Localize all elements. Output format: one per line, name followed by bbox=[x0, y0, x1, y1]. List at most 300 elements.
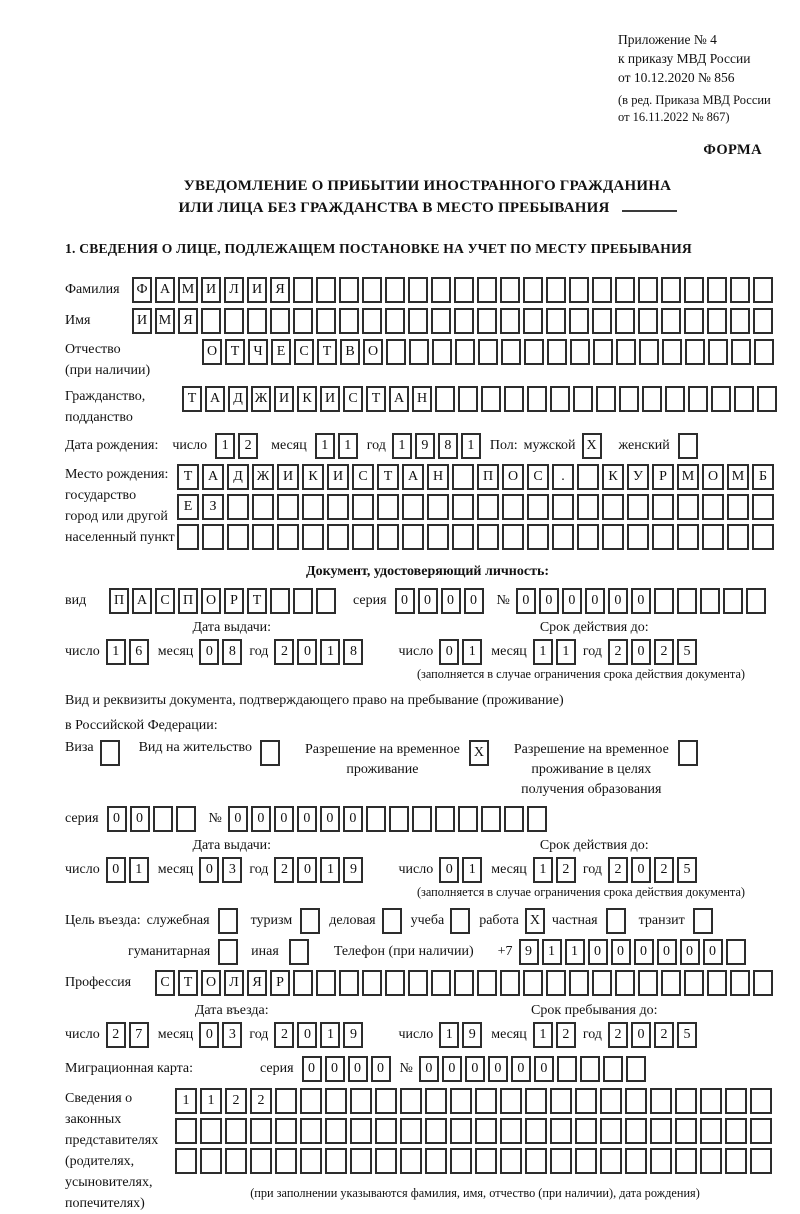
sex-label: Пол: bbox=[489, 438, 518, 453]
char-cell bbox=[661, 277, 681, 303]
char-cell bbox=[661, 308, 681, 334]
char-cell bbox=[638, 970, 658, 996]
identity-expiry-year-boxes bbox=[608, 639, 700, 665]
day-label: число bbox=[398, 862, 434, 877]
char-cell bbox=[727, 524, 749, 550]
char-cell: 9 bbox=[343, 1022, 363, 1048]
series-label: серия bbox=[65, 811, 99, 826]
year-label: год bbox=[582, 644, 602, 659]
purpose-private-label: частная bbox=[551, 913, 598, 928]
char-cell bbox=[525, 1118, 547, 1144]
char-cell bbox=[577, 464, 599, 490]
char-cell: 0 bbox=[348, 1056, 368, 1082]
sex-female-label: женский bbox=[618, 438, 670, 453]
citizenship-label-line-1: Гражданство, bbox=[65, 389, 146, 404]
char-cell bbox=[550, 1088, 572, 1114]
char-cell: 2 bbox=[106, 1022, 126, 1048]
char-cell: Я bbox=[247, 970, 267, 996]
char-cell bbox=[546, 970, 566, 996]
char-cell: 9 bbox=[519, 939, 539, 965]
form-title-line-2 bbox=[65, 197, 790, 219]
char-cell bbox=[639, 339, 659, 365]
char-cell: З bbox=[202, 494, 224, 520]
char-cell bbox=[385, 970, 405, 996]
char-cell bbox=[481, 806, 501, 832]
char-cell: 6 bbox=[129, 639, 149, 665]
surname-label: Фамилия bbox=[65, 282, 120, 297]
char-cell bbox=[375, 1118, 397, 1144]
purpose-official-label: служебная bbox=[146, 913, 210, 928]
purpose-humanitarian-label: гуманитарная bbox=[128, 944, 211, 959]
char-cell: 2 bbox=[608, 857, 628, 883]
char-cell: С bbox=[155, 588, 175, 614]
entry-month-boxes bbox=[199, 1022, 245, 1048]
char-cell: 0 bbox=[130, 806, 150, 832]
char-cell bbox=[293, 308, 313, 334]
char-cell bbox=[431, 308, 451, 334]
migration-number-boxes bbox=[419, 1056, 649, 1082]
char-cell bbox=[650, 1118, 672, 1144]
year-label: год bbox=[249, 644, 269, 659]
char-cell bbox=[702, 524, 724, 550]
char-cell: И bbox=[320, 386, 340, 412]
char-cell bbox=[500, 1148, 522, 1174]
char-cell bbox=[725, 1088, 747, 1114]
char-cell: 1 bbox=[461, 433, 481, 459]
phone-label: Телефон (при наличии) bbox=[333, 944, 474, 959]
char-cell bbox=[227, 524, 249, 550]
annex-edition-block bbox=[618, 92, 790, 126]
char-cell bbox=[707, 970, 727, 996]
char-cell: Н bbox=[427, 464, 449, 490]
char-cell bbox=[431, 970, 451, 996]
char-cell: И bbox=[247, 277, 267, 303]
char-cell bbox=[527, 494, 549, 520]
char-cell bbox=[375, 1088, 397, 1114]
char-cell bbox=[385, 308, 405, 334]
sex-male-checkbox bbox=[582, 433, 605, 459]
char-cell: Т bbox=[182, 386, 202, 412]
char-cell bbox=[300, 1088, 322, 1114]
char-cell bbox=[625, 1118, 647, 1144]
char-cell bbox=[425, 1118, 447, 1144]
char-cell: 0 bbox=[297, 857, 317, 883]
char-cell bbox=[504, 806, 524, 832]
citizenship-label bbox=[65, 386, 182, 428]
char-cell: Я bbox=[178, 308, 198, 334]
representatives-boxes-stack bbox=[175, 1088, 775, 1201]
char-cell bbox=[477, 308, 497, 334]
validity-note: (заполняется в случае ограничения срока действия документа) bbox=[416, 885, 745, 899]
purpose-private-checkbox bbox=[606, 908, 629, 934]
char-cell: 0 bbox=[343, 806, 363, 832]
birth-date-label: Дата рождения: bbox=[65, 438, 159, 453]
char-cell: 0 bbox=[418, 588, 438, 614]
char-cell bbox=[688, 386, 708, 412]
stay-doc-type-row bbox=[65, 740, 790, 800]
char-cell bbox=[408, 277, 428, 303]
representatives-label-line-2: законных bbox=[65, 1112, 122, 1127]
purpose-business-checkbox bbox=[382, 908, 405, 934]
doc-series-label: серия bbox=[353, 593, 387, 608]
patronymic-boxes bbox=[202, 339, 777, 365]
char-cell: 0 bbox=[274, 806, 294, 832]
section-1-heading: 1. СВЕДЕНИЯ О ЛИЦЕ, ПОДЛЕЖАЩЕМ ПОСТАНОВКЕ НА УЧЕТ ПО МЕСТУ ПРЕБЫВАНИЯ bbox=[65, 241, 692, 256]
char-cell: О bbox=[202, 339, 222, 365]
char-cell bbox=[478, 339, 498, 365]
given-name-row bbox=[65, 308, 790, 334]
identity-expiry-day-boxes bbox=[439, 639, 485, 665]
annex-edition-line-1: (в ред. Приказа МВД России bbox=[618, 93, 771, 107]
char-cell: 0 bbox=[488, 1056, 508, 1082]
char-cell bbox=[752, 494, 774, 520]
stay-doc-expiry-year-boxes bbox=[608, 857, 700, 883]
char-cell: М bbox=[727, 464, 749, 490]
char-cell: 0 bbox=[325, 1056, 345, 1082]
stay-doc-issue-year-boxes bbox=[274, 857, 366, 883]
char-cell bbox=[293, 588, 313, 614]
char-cell bbox=[270, 588, 290, 614]
series-label: серия bbox=[260, 1061, 294, 1076]
form-title bbox=[65, 175, 790, 219]
char-cell bbox=[452, 464, 474, 490]
char-cell bbox=[592, 970, 612, 996]
char-cell: 0 bbox=[439, 639, 459, 665]
char-cell bbox=[730, 308, 750, 334]
year-label: год bbox=[582, 1027, 602, 1042]
char-cell bbox=[153, 806, 173, 832]
char-cell bbox=[325, 1118, 347, 1144]
char-cell: 0 bbox=[631, 588, 651, 614]
char-cell bbox=[450, 1088, 472, 1114]
char-cell: 0 bbox=[320, 806, 340, 832]
char-cell bbox=[684, 277, 704, 303]
char-cell: О bbox=[502, 464, 524, 490]
char-cell bbox=[707, 277, 727, 303]
char-cell: 1 bbox=[533, 857, 553, 883]
stay-until-group bbox=[399, 1002, 791, 1048]
char-cell: 0 bbox=[371, 1056, 391, 1082]
sex-male-label: мужской bbox=[523, 438, 576, 453]
char-cell bbox=[454, 970, 474, 996]
day-label: число bbox=[172, 438, 208, 453]
profession-row bbox=[65, 970, 790, 996]
char-cell: П bbox=[109, 588, 129, 614]
char-cell: Ч bbox=[248, 339, 268, 365]
char-cell bbox=[602, 524, 624, 550]
visa-checkbox bbox=[100, 740, 123, 766]
char-cell bbox=[592, 277, 612, 303]
char-cell bbox=[525, 1148, 547, 1174]
char-cell bbox=[402, 524, 424, 550]
char-cell bbox=[200, 1118, 222, 1144]
char-cell bbox=[730, 277, 750, 303]
char-cell bbox=[477, 494, 499, 520]
stay-doc-issue-month-boxes bbox=[199, 857, 245, 883]
char-cell bbox=[502, 494, 524, 520]
char-cell bbox=[352, 494, 374, 520]
char-cell bbox=[300, 1118, 322, 1144]
forma-label: ФОРМА bbox=[703, 142, 762, 158]
doc-series-boxes bbox=[395, 588, 487, 614]
char-cell bbox=[752, 524, 774, 550]
representatives-label-line-5: усыновителях, bbox=[65, 1175, 153, 1190]
char-cell: 8 bbox=[222, 639, 242, 665]
char-cell bbox=[575, 1088, 597, 1114]
representatives-boxes-row-1 bbox=[175, 1088, 775, 1114]
purpose-study-checkbox bbox=[450, 908, 473, 934]
char-cell bbox=[293, 970, 313, 996]
entry-date-row bbox=[65, 1022, 399, 1048]
annex-line-1: Приложение № 4 bbox=[618, 32, 717, 47]
char-cell bbox=[252, 494, 274, 520]
char-cell bbox=[455, 339, 475, 365]
char-cell bbox=[677, 588, 697, 614]
stay-until-row bbox=[399, 1022, 791, 1048]
char-cell: 1 bbox=[315, 433, 335, 459]
citizenship-boxes bbox=[182, 386, 780, 412]
char-cell bbox=[352, 524, 374, 550]
char-cell: 3 bbox=[222, 857, 242, 883]
char-cell bbox=[302, 494, 324, 520]
birth-place-boxes-stack bbox=[177, 464, 777, 554]
doc-number-label: № bbox=[496, 593, 510, 608]
char-cell bbox=[277, 524, 299, 550]
visa-label: Виза bbox=[65, 740, 94, 755]
char-cell: 0 bbox=[199, 1022, 219, 1048]
char-cell bbox=[723, 588, 743, 614]
char-cell bbox=[650, 1148, 672, 1174]
stay-until-year-boxes bbox=[608, 1022, 700, 1048]
char-cell: 0 bbox=[585, 588, 605, 614]
char-cell: В bbox=[340, 339, 360, 365]
char-cell bbox=[450, 1148, 472, 1174]
char-cell: А bbox=[155, 277, 175, 303]
char-cell: 0 bbox=[464, 588, 484, 614]
char-cell: Л bbox=[224, 970, 244, 996]
validity-note: (заполняется в случае ограничения срока действия документа) bbox=[416, 667, 745, 681]
char-cell bbox=[300, 908, 320, 934]
char-cell bbox=[711, 386, 731, 412]
char-cell bbox=[527, 386, 547, 412]
char-cell: О bbox=[702, 464, 724, 490]
char-cell bbox=[702, 494, 724, 520]
stay-until-day-boxes bbox=[439, 1022, 485, 1048]
char-cell: П bbox=[477, 464, 499, 490]
char-cell bbox=[500, 970, 520, 996]
char-cell: Т bbox=[177, 464, 199, 490]
representatives-label-line-6: попечителях) bbox=[65, 1196, 145, 1211]
citizenship-row bbox=[65, 386, 790, 428]
char-cell bbox=[677, 494, 699, 520]
representatives-label bbox=[65, 1088, 175, 1214]
char-cell bbox=[218, 939, 238, 965]
valid-until-label: Срок действия до: bbox=[539, 620, 649, 635]
birth-place-label-line-4: населенный пункт bbox=[65, 530, 175, 545]
char-cell bbox=[409, 339, 429, 365]
char-cell bbox=[277, 494, 299, 520]
char-cell bbox=[569, 308, 589, 334]
char-cell: 1 bbox=[542, 939, 562, 965]
char-cell: X bbox=[469, 740, 489, 766]
doc-kind-boxes bbox=[109, 588, 339, 614]
char-cell bbox=[252, 524, 274, 550]
char-cell bbox=[386, 339, 406, 365]
char-cell bbox=[550, 1118, 572, 1144]
migration-series-boxes bbox=[302, 1056, 394, 1082]
char-cell: 2 bbox=[608, 639, 628, 665]
char-cell: 1 bbox=[320, 639, 340, 665]
char-cell bbox=[350, 1148, 372, 1174]
birth-month-boxes bbox=[315, 433, 361, 459]
stay-doc-expiry-month-boxes bbox=[533, 857, 579, 883]
char-cell: 0 bbox=[516, 588, 536, 614]
birth-day-boxes bbox=[215, 433, 261, 459]
temp-permit-label bbox=[305, 740, 460, 780]
purpose-humanitarian-checkbox bbox=[218, 939, 241, 965]
char-cell bbox=[700, 1088, 722, 1114]
char-cell bbox=[450, 908, 470, 934]
char-cell bbox=[678, 740, 698, 766]
char-cell bbox=[665, 386, 685, 412]
identity-doc-row bbox=[65, 588, 790, 614]
representatives-label-line-1: Сведения о bbox=[65, 1091, 133, 1106]
identity-issue-year-boxes bbox=[274, 639, 366, 665]
char-cell: Е bbox=[271, 339, 291, 365]
char-cell bbox=[552, 524, 574, 550]
char-cell: 0 bbox=[611, 939, 631, 965]
char-cell bbox=[731, 339, 751, 365]
char-cell: 0 bbox=[631, 639, 651, 665]
entry-day-boxes bbox=[106, 1022, 152, 1048]
char-cell bbox=[175, 1148, 197, 1174]
char-cell bbox=[427, 494, 449, 520]
char-cell bbox=[684, 308, 704, 334]
char-cell bbox=[575, 1148, 597, 1174]
char-cell: А bbox=[402, 464, 424, 490]
char-cell bbox=[615, 308, 635, 334]
char-cell bbox=[177, 524, 199, 550]
identity-issue-day-boxes bbox=[106, 639, 152, 665]
char-cell bbox=[316, 588, 336, 614]
char-cell bbox=[400, 1088, 422, 1114]
char-cell: Т bbox=[178, 970, 198, 996]
residence-permit-label: Вид на жительство bbox=[138, 740, 252, 755]
char-cell: 0 bbox=[251, 806, 271, 832]
char-cell: 0 bbox=[439, 857, 459, 883]
char-cell: И bbox=[277, 464, 299, 490]
char-cell: И bbox=[132, 308, 152, 334]
char-cell: А bbox=[389, 386, 409, 412]
char-cell bbox=[504, 386, 524, 412]
char-cell bbox=[757, 386, 777, 412]
char-cell bbox=[734, 386, 754, 412]
char-cell: И bbox=[327, 464, 349, 490]
char-cell: Р bbox=[224, 588, 244, 614]
char-cell bbox=[600, 1148, 622, 1174]
char-cell bbox=[750, 1088, 772, 1114]
char-cell: 1 bbox=[338, 433, 358, 459]
char-cell: 1 bbox=[533, 1022, 553, 1048]
char-cell: 0 bbox=[228, 806, 248, 832]
form-title-line-2-text: ИЛИ ЛИЦА БЕЗ ГРАЖДАНСТВА В МЕСТО ПРЕБЫВАНИЯ bbox=[178, 200, 610, 216]
char-cell bbox=[616, 339, 636, 365]
char-cell bbox=[654, 588, 674, 614]
char-cell bbox=[525, 1088, 547, 1114]
char-cell bbox=[375, 1148, 397, 1174]
char-cell: 9 bbox=[462, 1022, 482, 1048]
char-cell: 0 bbox=[534, 1056, 554, 1082]
char-cell bbox=[550, 1148, 572, 1174]
month-label: месяц bbox=[491, 862, 527, 877]
char-cell bbox=[675, 1088, 697, 1114]
stay-doc-expiry-day-boxes bbox=[439, 857, 485, 883]
char-cell bbox=[750, 1118, 772, 1144]
char-cell bbox=[275, 1088, 297, 1114]
char-cell: 1 bbox=[129, 857, 149, 883]
day-label: число bbox=[398, 1027, 434, 1042]
char-cell: Е bbox=[177, 494, 199, 520]
char-cell bbox=[362, 970, 382, 996]
char-cell: С bbox=[294, 339, 314, 365]
char-cell: 0 bbox=[703, 939, 723, 965]
char-cell: 0 bbox=[199, 857, 219, 883]
char-cell bbox=[577, 494, 599, 520]
char-cell: 0 bbox=[657, 939, 677, 965]
char-cell bbox=[527, 524, 549, 550]
birth-place-boxes-row-3 bbox=[177, 524, 777, 550]
char-cell bbox=[707, 308, 727, 334]
char-cell: 1 bbox=[439, 1022, 459, 1048]
char-cell bbox=[250, 1148, 272, 1174]
representatives-boxes-row-3 bbox=[175, 1148, 775, 1174]
char-cell bbox=[408, 308, 428, 334]
char-cell bbox=[218, 908, 238, 934]
char-cell bbox=[339, 277, 359, 303]
char-cell bbox=[546, 277, 566, 303]
char-cell: 1 bbox=[106, 639, 126, 665]
char-cell bbox=[606, 908, 626, 934]
doc-kind-label: вид bbox=[65, 593, 87, 608]
stay-doc-dates bbox=[65, 837, 790, 883]
char-cell: Р bbox=[652, 464, 674, 490]
valid-until-label: Срок действия до: bbox=[539, 838, 649, 853]
char-cell bbox=[224, 308, 244, 334]
char-cell bbox=[385, 277, 405, 303]
char-cell: 1 bbox=[320, 1022, 340, 1048]
char-cell: Д bbox=[228, 386, 248, 412]
birth-date-row bbox=[65, 433, 790, 459]
month-label: месяц bbox=[157, 1027, 194, 1042]
char-cell bbox=[400, 1118, 422, 1144]
char-cell bbox=[575, 1118, 597, 1144]
identity-doc-dates bbox=[65, 619, 790, 665]
purpose-tourism-checkbox bbox=[300, 908, 323, 934]
char-cell bbox=[726, 939, 746, 965]
char-cell bbox=[700, 1118, 722, 1144]
stay-doc-issue-row bbox=[65, 857, 399, 883]
char-cell bbox=[435, 386, 455, 412]
birth-year-boxes bbox=[392, 433, 484, 459]
char-cell: 2 bbox=[274, 1022, 294, 1048]
char-cell bbox=[200, 1148, 222, 1174]
annex-block bbox=[618, 30, 790, 126]
char-cell bbox=[425, 1088, 447, 1114]
char-cell bbox=[725, 1148, 747, 1174]
char-cell bbox=[260, 740, 280, 766]
char-cell bbox=[675, 1148, 697, 1174]
char-cell: 8 bbox=[438, 433, 458, 459]
